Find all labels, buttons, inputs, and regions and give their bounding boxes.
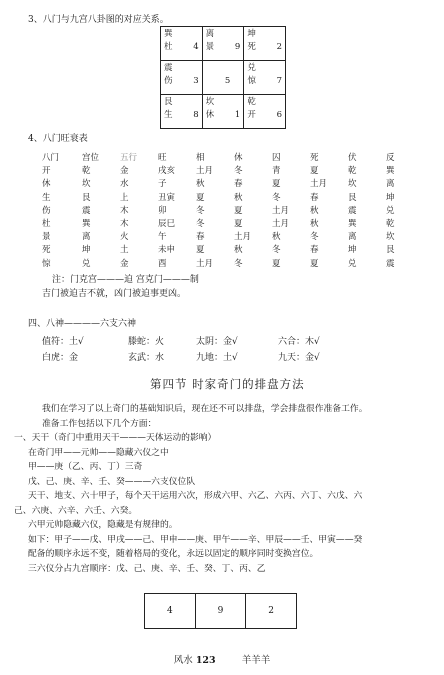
wang-header-cell: 伏 [348,153,357,164]
page-footer [0,652,444,666]
heading-4: 4、八门旺衰表 [28,134,88,144]
bagua-cell: 离 景 9 [202,27,244,61]
wang-cell: 坎 [348,179,357,190]
body-line: 六甲元帅隐藏六仪，隐藏是有规律的。 [28,520,178,530]
wang-cell: 土月 [196,166,214,177]
palace-number-box [144,593,297,629]
wang-cell: 乾 [82,166,91,177]
wang-header-cell: 反 [386,153,395,164]
section-title: 第四节 时家奇门的排盘方法 [150,377,305,391]
wang-cell: 震 [348,205,357,216]
wang-cell: 夏 [234,205,243,216]
wang-cell: 戌亥 [158,166,176,177]
wang-row [42,258,424,271]
wang-cell: 火 [120,232,129,243]
bagua-cell: 坎 休 1 [202,95,244,129]
body-line: 戊、己、庚、辛、壬、癸———六支仪位队 [28,476,196,487]
body-line: 己、六庚、六辛、六壬、六癸。 [14,505,138,516]
wang-cell: 冬 [196,205,205,216]
wang-cell: 景 [42,232,51,243]
intro-line: 我们在学习了以上奇门的基础知识后，现在还不可以排盘，学会排盘很作准备工作。 [42,404,368,414]
wang-cell: 土月 [196,258,214,269]
shen-item: 太阴：金√ [196,337,238,347]
bagua-cell: 兑 惊 7 [244,61,286,95]
wang-row [42,244,424,257]
wang-cell: 午 [158,232,167,243]
footer-page-number: 123 [195,655,216,666]
footer-left: 风水 [173,655,193,666]
box-cell: 9 [195,594,246,629]
wang-cell: 土月 [272,205,290,216]
wang-row [42,165,424,178]
wang-cell: 离 [82,232,91,243]
bagua-cell: 5 [202,61,244,95]
wang-cell: 震 [386,258,395,269]
wang-cell: 乾 [386,219,395,230]
wang-cell: 夏 [234,219,243,230]
wang-cell: 伤 [42,205,51,216]
wang-cell: 巽 [386,166,395,177]
heading-s4: 四、八神————六支六神 [28,319,137,329]
body-line: 配备的顺序永远不变，随着格局的变化，永远以固定的顺序同时变换宫位。 [28,549,319,559]
wang-row [42,205,424,218]
wang-row [42,231,424,244]
wang-cell: 青 [272,166,281,177]
box-cell: 4 [145,594,196,629]
wang-cell: 卯 [158,205,167,216]
note-1: 注：门克宫———迫 宫克门———制 [52,275,199,285]
wang-cell: 坤 [386,192,395,203]
wang-cell: 坎 [82,179,91,190]
shen-item: 值符：土√ [42,337,84,347]
wang-cell: 土月 [310,179,328,190]
note-2: 吉门被迫吉不就，凶门被迫事更凶。 [42,289,187,299]
shen-item: 九地：土√ [196,353,238,363]
wang-cell: 艮 [82,192,91,203]
bagua-cell: 巽 杜 4 [161,27,203,61]
wang-cell: 冬 [234,258,243,269]
wang-cell: 秋 [310,219,319,230]
wang-cell: 巽 [82,219,91,230]
wang-cell: 秋 [234,192,243,203]
shen-item: 玄武：水 [128,353,165,363]
wang-header-cell: 宫位 [82,153,100,164]
wang-cell: 震 [82,205,91,216]
wang-cell: 夏 [196,192,205,203]
wang-cell: 冬 [272,245,281,256]
wang-header-cell: 休 [234,153,243,164]
shen-item: 白虎：金 [42,353,79,363]
item-1: 一、天干（奇门中重用天干———天体运动的影响） [14,433,217,443]
shen-item: 九天：金√ [278,353,320,363]
wang-cell: 秋 [272,232,281,243]
wang-cell: 兑 [348,258,357,269]
wang-cell: 惊 [42,258,51,269]
bagua-cell: 乾 开 6 [244,95,286,129]
wang-cell: 休 [42,179,51,190]
wang-cell: 夏 [310,166,319,177]
wang-cell: 夏 [310,258,319,269]
wang-header-cell: 相 [196,153,205,164]
body-line: 甲——庚（乙、丙、丁）三奇 [28,462,143,472]
wang-cell: 子 [158,179,167,190]
footer-right: 羊羊羊 [241,655,271,666]
box-cell: 2 [246,594,297,629]
wang-cell: 春 [234,179,243,190]
wang-cell: 兑 [82,258,91,269]
wang-cell: 金 [120,166,129,177]
wang-cell: 乾 [348,166,357,177]
wang-cell: 土 [120,245,129,256]
wang-cell: 夏 [196,245,205,256]
wang-cell: 木 [120,219,129,230]
wang-row [42,192,424,205]
wang-cell: 水 [120,179,129,190]
wang-cell: 春 [196,232,205,243]
wang-cell: 死 [42,245,51,256]
bagua-cell: 震 伤 3 [161,61,203,95]
wang-cell: 坤 [348,245,357,256]
wang-header-cell: 旺 [158,153,167,164]
body-line: 在奇门甲——元帅——隐藏六仪之中 [28,447,169,458]
intro-paragraph [14,402,434,576]
bagua-cell: 艮 生 8 [161,95,203,129]
heading-3: 3、八门与九宫八卦图的对应关系。 [28,15,169,25]
wang-cell: 兑 [386,205,395,216]
wang-cell: 辰巳 [158,219,176,230]
wang-cell: 秋 [196,179,205,190]
wang-header-cell: 八门 [42,153,60,164]
wang-cell: 开 [42,166,51,177]
wang-cell: 艮 [386,245,395,256]
wang-cell: 土月 [272,219,290,230]
wang-cell: 春 [310,245,319,256]
wang-cell: 生 [42,192,51,203]
wang-header-cell: 囚 [272,153,281,164]
wang-cell: 夏 [272,258,281,269]
wang-cell: 酉 [158,258,167,269]
wang-row [42,218,424,231]
wang-cell: 杜 [42,219,51,230]
body-line: 天干、地支、六十甲子，每个天干运用六次，形成六甲、六乙、六丙、六丁、六戊、六 [28,491,363,501]
wang-cell: 木 [120,205,129,216]
wang-cell: 秋 [310,205,319,216]
wang-cell: 秋 [234,245,243,256]
wang-table [42,152,424,271]
wang-cell: 冬 [310,232,319,243]
shen-item: 六合：木√ [278,337,320,347]
body-line: 三六仪分占九宫顺序：戊、己、庚、辛、壬、癸、丁、丙、乙 [28,563,266,574]
wang-header-row [42,152,424,165]
wang-header-cell: 五行 [120,153,138,164]
body-line: 如下：甲子——戊、甲戌——己、甲申——庚、甲午——辛、甲辰——壬、甲寅——癸 [28,534,363,545]
intro-line: 准备工作包括以下几个方面： [42,418,157,429]
wang-cell: 土月 [234,232,252,243]
wang-cell: 离 [348,232,357,243]
wang-cell: 冬 [196,219,205,230]
bagua-grid [160,26,286,129]
wang-cell: 坎 [386,232,395,243]
wang-row [42,178,424,191]
wang-header-cell: 死 [310,153,319,164]
wang-cell: 春 [310,192,319,203]
wang-cell: 上 [120,192,129,203]
bagua-cell: 坤 死 2 [244,27,286,61]
wang-cell: 巽 [348,219,357,230]
wang-cell: 夏 [272,179,281,190]
wang-cell: 未申 [158,245,176,256]
wang-cell: 离 [386,179,395,190]
shen-item: 滕蛇：火 [128,337,165,347]
wang-cell: 冬 [272,192,281,203]
wang-cell: 冬 [234,166,243,177]
wang-cell: 坤 [82,245,91,256]
wang-cell: 丑寅 [158,192,176,203]
wang-cell: 艮 [348,192,357,203]
wang-cell: 金 [120,258,129,269]
